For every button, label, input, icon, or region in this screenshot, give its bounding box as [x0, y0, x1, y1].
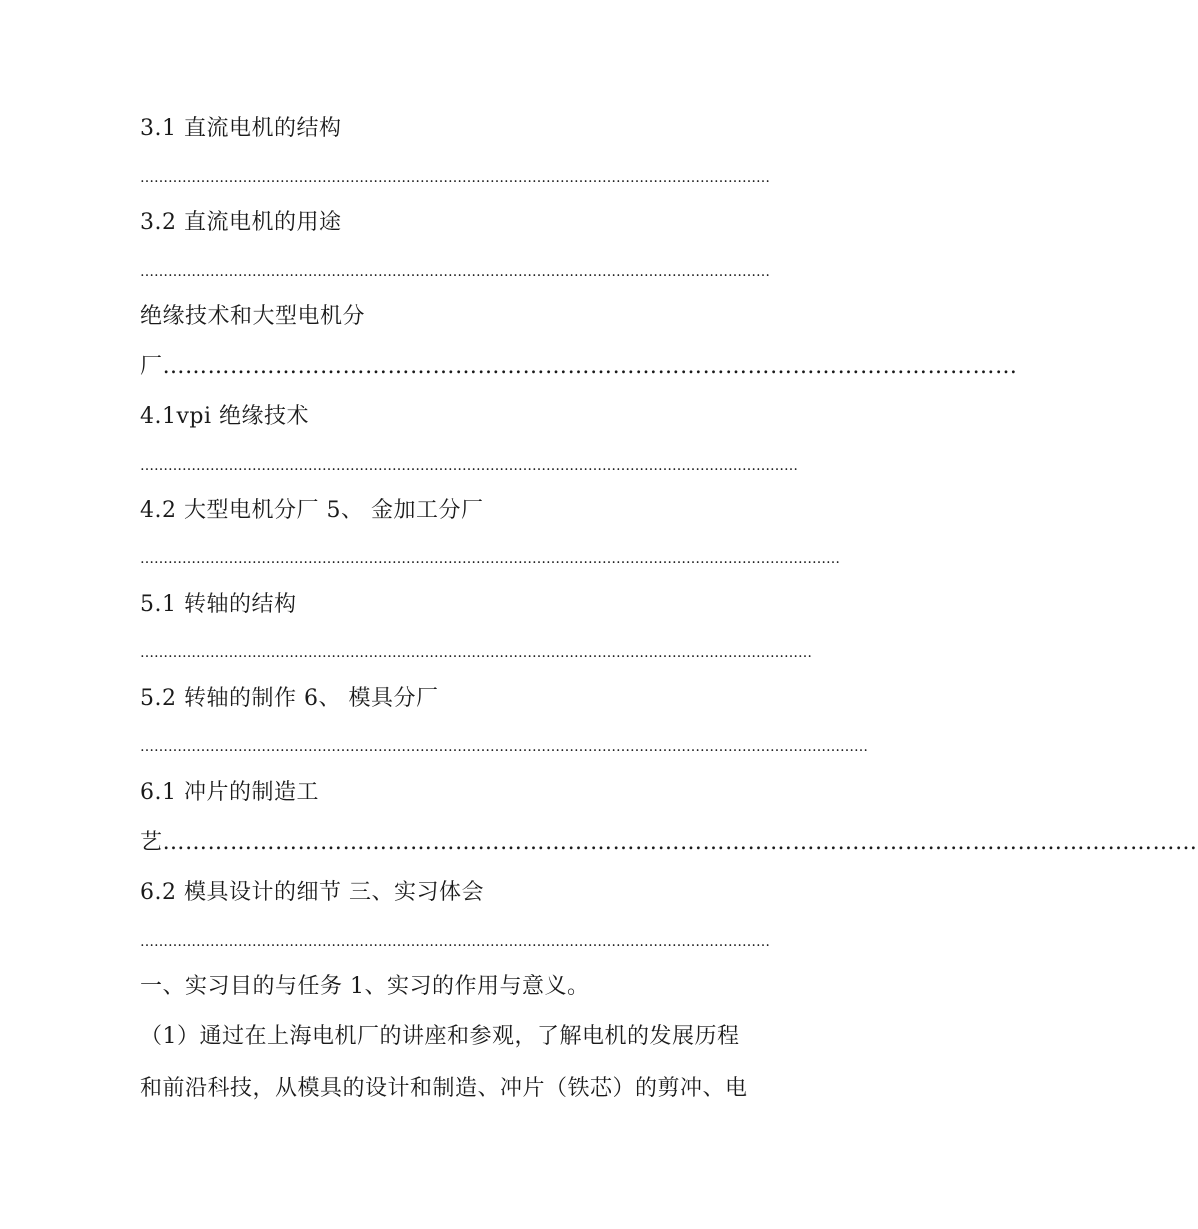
toc-leader-3-1: ……………………………………………………………………………………………………………………… — [140, 170, 770, 186]
toc-leader-6-2: ……………………………………………………………………………………………………………………… — [140, 934, 770, 950]
toc-entry-3-1: 3.1 直流电机的结构 — [140, 116, 342, 141]
toc-entry-5-1: 5.1 转轴的结构 — [140, 592, 297, 617]
toc-leader-4-text: 厂…………………………………………………………………………………………………… — [140, 354, 1018, 379]
toc-entry-4: 绝缘技术和大型电机分 — [140, 304, 366, 329]
paragraph-line-1: （1）通过在上海电机厂的讲座和参观，了解电机的发展历程 — [140, 1024, 740, 1049]
toc-leader-4-1: …………………………………………………………………………………………………………………………… — [140, 458, 798, 474]
section-heading: 一、实习目的与任务 1、实习的作用与意义。 — [140, 974, 590, 999]
toc-leader-5-1: ……………………………………………………………………………………………………………………………… — [140, 645, 812, 661]
toc-entry-6-2: 6.2 模具设计的细节 三、实习体会 — [140, 880, 484, 905]
toc-leader-3-2: ……………………………………………………………………………………………………………………… — [140, 264, 770, 280]
toc-entry-4-2: 4.2 大型电机分厂 5、 金加工分厂 — [140, 498, 484, 523]
paragraph-line-2: 和前沿科技，从模具的设计和制造、冲片（铁芯）的剪冲、电 — [140, 1076, 748, 1101]
toc-leader-5-2: ………………………………………………………………………………………………………………………………………… — [140, 739, 868, 755]
toc-leader-4-2: …………………………………………………………………………………………………………………………………… — [140, 551, 840, 567]
toc-entry-3-2: 3.2 直流电机的用途 — [140, 210, 342, 235]
toc-leader-4 — [140, 352, 1018, 384]
toc-entry-6-1: 6.1 冲片的制造工 — [140, 780, 319, 805]
toc-leader-6-1: 艺………………………………………………………………………………………………………………………… — [140, 830, 1198, 855]
toc-entry-5-2: 5.2 转轴的制作 6、 模具分厂 — [140, 686, 439, 711]
toc-entry-4-1: 4.1vpi 绝缘技术 — [140, 404, 310, 429]
